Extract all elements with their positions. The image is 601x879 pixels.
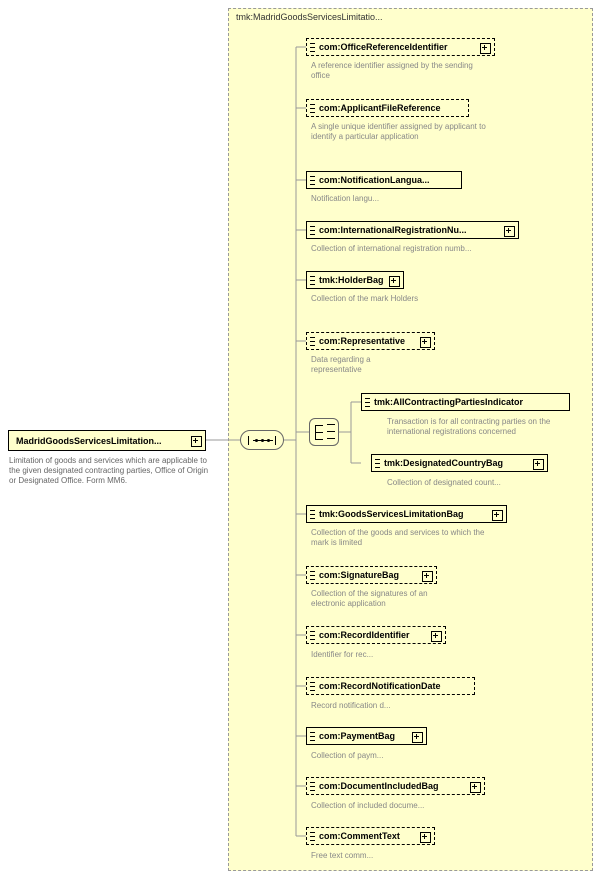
expand-icon[interactable] [431,631,442,642]
element-label: com:PaymentBag [319,731,396,741]
expand-icon[interactable] [191,436,202,447]
element-documentation: Free text comm... [311,851,374,860]
element-box[interactable] [306,332,435,350]
element-documentation: A reference identifier assigned by the sending office [311,61,473,80]
sequence-marker-icon [310,176,315,186]
root-element-box[interactable] [8,430,206,451]
expand-icon[interactable] [533,459,544,470]
element-label: com:CommentText [319,831,400,841]
element-documentation: Collection of paym... [311,751,384,760]
element-documentation: A single unique identifier assigned by applicant to identify a particular application [311,122,486,141]
element-documentation: Collection of the signatures of an electronic application [311,589,428,608]
element-documentation: Collection of international registration numb... [311,244,472,253]
element-box[interactable] [306,221,519,239]
element-label: tmk:AllContractingPartiesIndicator [374,397,524,407]
sequence-marker-icon [310,571,315,581]
element-box[interactable] [306,38,495,56]
element-label: com:NotificationLangua... [319,175,430,185]
sequence-marker-icon [310,337,315,347]
sequence-marker-icon [310,832,315,842]
expand-icon[interactable] [470,782,481,793]
sequence-marker-icon [310,682,315,692]
element-label: com:InternationalRegistrationNu... [319,225,467,235]
sequence-compositor-icon[interactable] [240,430,284,450]
element-box[interactable] [306,626,446,644]
element-label: tmk:DesignatedCountryBag [384,458,504,468]
element-box[interactable] [306,171,462,189]
sequence-marker-icon [310,226,315,236]
sequence-dots [253,440,273,443]
element-documentation: Transaction is for all contracting parties on the international registrations concerned [387,417,551,436]
element-documentation: Data regarding a representative [311,355,371,374]
element-box[interactable] [306,677,475,695]
element-label: com:Representative [319,336,406,346]
sequence-marker-icon [310,782,315,792]
element-box[interactable] [306,827,435,845]
expand-icon[interactable] [422,571,433,582]
choice-compositor-icon[interactable] [309,418,339,446]
sequence-marker-icon [310,43,315,53]
sequence-marker-icon [310,104,315,114]
sequence-marker-icon [365,398,370,408]
sequence-right-bar [275,436,276,445]
element-documentation: Record notification d... [311,701,391,710]
expand-icon[interactable] [504,226,515,237]
element-box[interactable] [361,393,570,411]
element-label: com:DocumentIncludedBag [319,781,439,791]
root-documentation: Limitation of goods and services which are applicable to the given designated contracting parties, Office of Origin or Designated Office. Form MM6. [9,456,209,485]
element-box[interactable] [306,777,485,795]
expand-icon[interactable] [389,276,400,287]
element-documentation: Notification langu... [311,194,380,203]
element-box[interactable] [306,271,404,289]
element-box[interactable] [306,727,427,745]
expand-icon[interactable] [492,510,503,521]
element-label: com:RecordIdentifier [319,630,410,640]
element-box[interactable] [306,566,437,584]
expand-icon[interactable] [412,732,423,743]
element-documentation: Identifier for rec... [311,650,374,659]
expand-icon[interactable] [480,43,491,54]
element-box[interactable] [306,505,507,523]
element-documentation: Collection of the goods and services to which the mark is limited [311,528,485,547]
element-box[interactable] [371,454,548,472]
sequence-marker-icon [310,276,315,286]
sequence-marker-icon [310,732,315,742]
element-label: tmk:HolderBag [319,275,384,285]
element-documentation: Collection of included docume... [311,801,425,810]
expand-icon[interactable] [420,337,431,348]
sequence-marker-icon [310,631,315,641]
element-label: tmk:GoodsServicesLimitationBag [319,509,464,519]
element-documentation: Collection of the mark Holders [311,294,419,303]
element-label: com:OfficeReferenceIdentifier [319,42,448,52]
root-element-label: MadridGoodsServicesLimitation... [16,435,162,446]
element-label: com:RecordNotificationDate [319,681,441,691]
element-box[interactable] [306,99,469,117]
sequence-marker-icon [310,510,315,520]
sequence-marker-icon [375,459,380,469]
element-documentation: Collection of designated count... [387,478,501,487]
sequence-left-bar [248,436,249,445]
container-title: tmk:MadridGoodsServicesLimitatio... [236,12,383,22]
element-label: com:SignatureBag [319,570,400,580]
expand-icon[interactable] [420,832,431,843]
element-label: com:ApplicantFileReference [319,103,441,113]
